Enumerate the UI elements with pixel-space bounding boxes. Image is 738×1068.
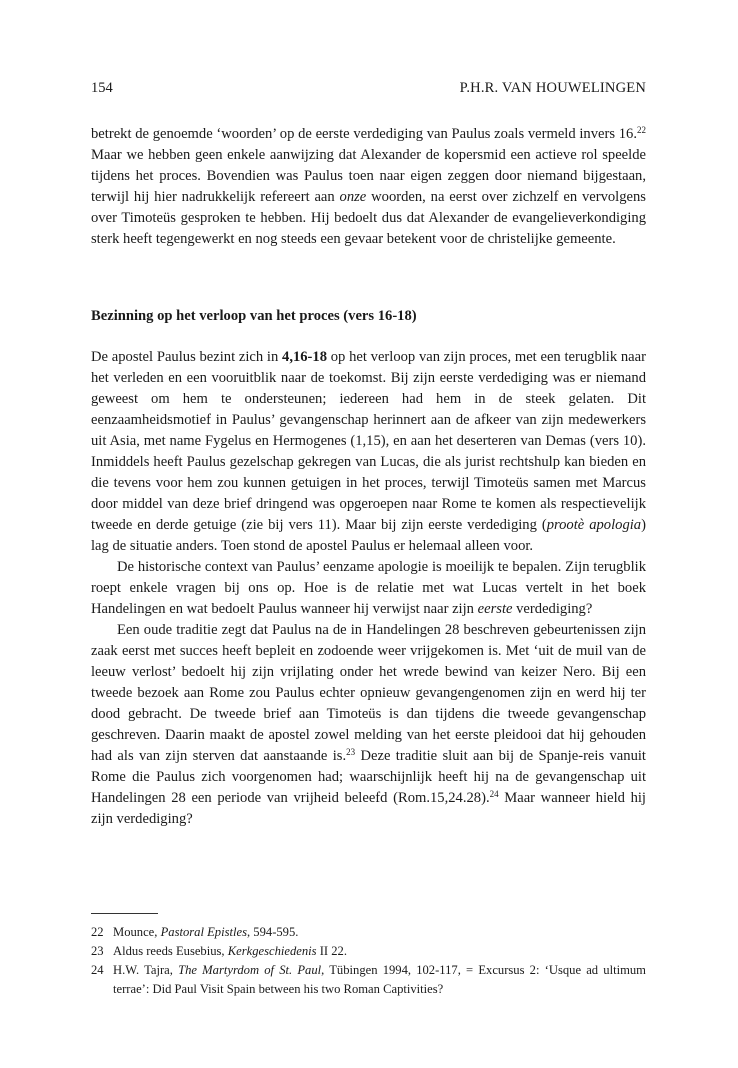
- footnote-ref: 22: [636, 125, 646, 135]
- italic-text: Kerkgeschiedenis: [227, 944, 317, 958]
- paragraph: betrekt de genoemde ‘woorden’ op de eerste verdediging van Paulus zoals vermeld invers 16.22 Maar we hebben geen enkele aanwijzing dat Alexander de kopersmid een actieve rol speelde tijdens het proces. Bovendien was Paulus toen naar eigen zeggen door niemand bijgestaan, terwijl hij hier nadrukkelijk refereert aan onze woorden, na eerst over zichzelf en vervolgens over Timoteüs gesproken te hebben. Hij bedoelt dus dat Alexander de evangelieverkondiging sterk heeft tegengewerkt en nog steeds een gevaar betekent voor de christelijke gemeente.: [91, 125, 646, 247]
- footnotes: [91, 923, 646, 999]
- footnote-number: 24: [91, 963, 104, 977]
- italic-text: eerste: [477, 601, 513, 617]
- footnote-22: [91, 923, 646, 942]
- footnote-number: 22: [91, 925, 104, 939]
- footnote-text: Aldus reeds Eusebius, Kerkgeschiedenis II 22.: [113, 944, 347, 958]
- italic-text: onze: [339, 189, 367, 205]
- body-paragraph-1: [91, 124, 646, 250]
- italic-text: Pastoral Epistles: [160, 925, 247, 939]
- footnote-23: [91, 942, 646, 961]
- page-number: 154: [91, 80, 113, 96]
- italic-text: The Martyrdom of St. Paul: [178, 963, 322, 977]
- running-title: P.H.R. VAN HOUWELINGEN: [459, 80, 646, 96]
- running-header: [91, 80, 646, 100]
- footnote-text: H.W. Tajra, The Martyrdom of St. Paul, Tübingen 1994, 102-117, = Excursus 2: ‘Usque ad ultimum terrae’: Did Paul Visit Spain between his two Roman Captivities?: [113, 963, 646, 996]
- footnote-24: [91, 961, 646, 999]
- footnote-number: 23: [91, 944, 104, 958]
- bold-text: 4,16-18: [282, 349, 328, 365]
- paragraph: De apostel Paulus bezint zich in 4,16-18 op het verloop van zijn proces, met een terugblik naar het verleden en een vooruitblik naar de toekomst. Bij zijn eerste verdediging was er niemand geweest om hem te ondersteunen; iedereen had hem in de steek gelaten. Dit eenzaamheidsmotief in Paulus’ gevangenschap herinnert aan de afkeer van zijn medewerkers uit Asia, met name Fygelus en Hermogenes (1,15), en aan het deserteren van Demas (vers 10). Inmiddels heeft Paulus gezelschap gekregen van Lucas, die als jurist rechtshulp kan bieden en die tevens voor hem zou kunnen getuigen in het proces, terwijl Timoteüs samen met Marcus door middel van deze brief dringend was opgeroepen naar Rome te komen als respectievelijk tweede en derde getuige (zie bij vers 11). Maar bij zijn eerste verdediging (prootè apologia) lag de situatie anders. Toen stond de apostel Paulus er helemaal alleen voor.: [91, 349, 646, 554]
- paragraph: De historische context van Paulus’ eenzame apologie is moeilijk te bepalen. Zijn terugblik roept enkele vragen bij ons op. Hoe is de relatie met wat Lucas vertelt in het boek Handelingen en wat bedoelt Paulus wanneer hij verwijst naar zijn eerste verdediging?: [91, 559, 646, 617]
- italic-text: prootè apologia: [546, 517, 642, 533]
- footnote-ref: 23: [346, 747, 356, 757]
- body-section: [91, 347, 646, 830]
- footnote-ref: 24: [489, 789, 499, 799]
- section-heading: Bezinning op het verloop van het proces (vers 16-18): [91, 308, 417, 324]
- paragraph: Een oude traditie zegt dat Paulus na de in Handelingen 28 beschreven gebeurtenissen zijn zaak eerst met succes heeft bepleit en zodoende weer vrijgekomen is. Met ‘uit de muil van de leeuw verlost’ bedoelt hij zijn vrijlating onder het wrede bewind van keizer Nero. Bij een tweede bezoek aan Rome zou Paulus echter opnieuw gevangengenomen zijn en werd hij ter dood gebracht. De tweede brief aan Timoteüs is dan tijdens die tweede gevangenschap geschreven. Daarin maakt de apostel zowel melding van het eerste pleidooi dat hij gehouden had als van zijn sterven dat aanstaande is.$^{23}$ Deze traditie sluit aan bij de Spanje-reis vanuit Rome die Paulus zich voorgenomen had; waarschijnlijk heeft hij na de gevangenschap uit Handelingen 28 een periode van vrijheid beleefd (Rom.15,24.28).$^{24}$ Maar wanneer hield hij zijn verdediging?: [91, 622, 646, 827]
- footnote-rule: [91, 913, 158, 914]
- footnote-text: Mounce, Pastoral Epistles, 594-595.: [113, 925, 299, 939]
